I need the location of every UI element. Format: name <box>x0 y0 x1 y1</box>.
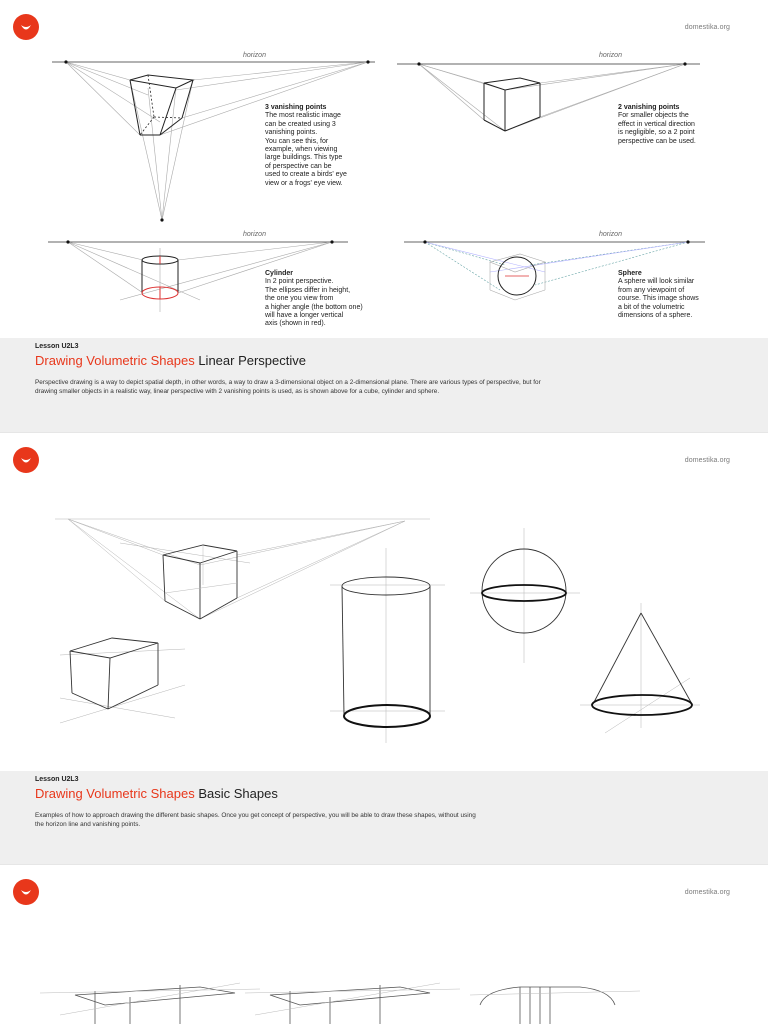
lesson-code: Lesson U2L3 <box>35 776 79 783</box>
caption-body: A sphere will look similar from any viewpoint of course. This image shows a bit of the volumetric dimensions of a sphere. <box>618 278 699 320</box>
caption-3-vanishing-points <box>265 104 380 188</box>
caption-sphere <box>618 270 738 320</box>
horizon-label: horizon <box>599 231 622 238</box>
caption-title: Sphere <box>618 270 642 277</box>
caption-title: Cylinder <box>265 270 294 277</box>
lesson-description: Perspective drawing is a way to depict spatial depth, in other words, a way to draw a 3-dimensional object on a 2-dimensional plane. There are various types of perspective, but for drawing smaller objects in a realistic way, linear perspective with 2 vanishing points is used, as is shown above for a cube, cylinder and sphere. <box>35 379 541 395</box>
title-accent: Drawing Volumetric Shapes <box>35 786 195 801</box>
slide-linear-perspective <box>0 0 768 432</box>
basic-shapes-sketches <box>0 433 768 771</box>
caption-body: In 2 point perspective. The ellipses differ in height, the one you view from a higher angle (the bottom one) will have a longer vertical axis (shown in red). <box>265 278 363 328</box>
site-url: domestika.org <box>684 457 730 464</box>
lesson-description: Examples of how to approach drawing the different basic shapes. Once you get concept of perspective, you will be able to draw these shapes, without using the horizon line and vanishing points. <box>35 812 476 828</box>
title-accent: Drawing Volumetric Shapes <box>35 353 195 368</box>
caption-body: For smaller objects the effect in vertical direction is negligible, so a 2 point perspective can be used. <box>618 112 696 145</box>
caption-cylinder <box>265 270 395 329</box>
lesson-info-band <box>0 771 768 865</box>
slide-partial <box>0 864 768 1024</box>
title-rest: Linear Perspective <box>198 353 306 368</box>
caption-title: 2 vanishing points <box>618 104 680 111</box>
lesson-code: Lesson U2L3 <box>35 343 79 350</box>
horizon-label: horizon <box>599 52 622 59</box>
page-title <box>35 353 306 368</box>
caption-title: 3 vanishing points <box>265 104 327 111</box>
partial-sketches <box>0 865 768 1024</box>
horizon-label: horizon <box>243 52 266 59</box>
title-rest: Basic Shapes <box>198 786 278 801</box>
caption-body: The most realistic image can be created using 3 vanishing points. You can see this, for example, when viewing large buildings. This type of perspective can be used to create a birds' eye view or a frogs' eye view. <box>265 112 347 187</box>
site-url: domestika.org <box>684 24 730 31</box>
slide-basic-shapes <box>0 432 768 864</box>
caption-2-vanishing-points <box>618 104 738 146</box>
page-title <box>35 786 278 801</box>
site-url: domestika.org <box>684 889 730 896</box>
horizon-label: horizon <box>243 231 266 238</box>
lesson-info-band <box>0 338 768 432</box>
